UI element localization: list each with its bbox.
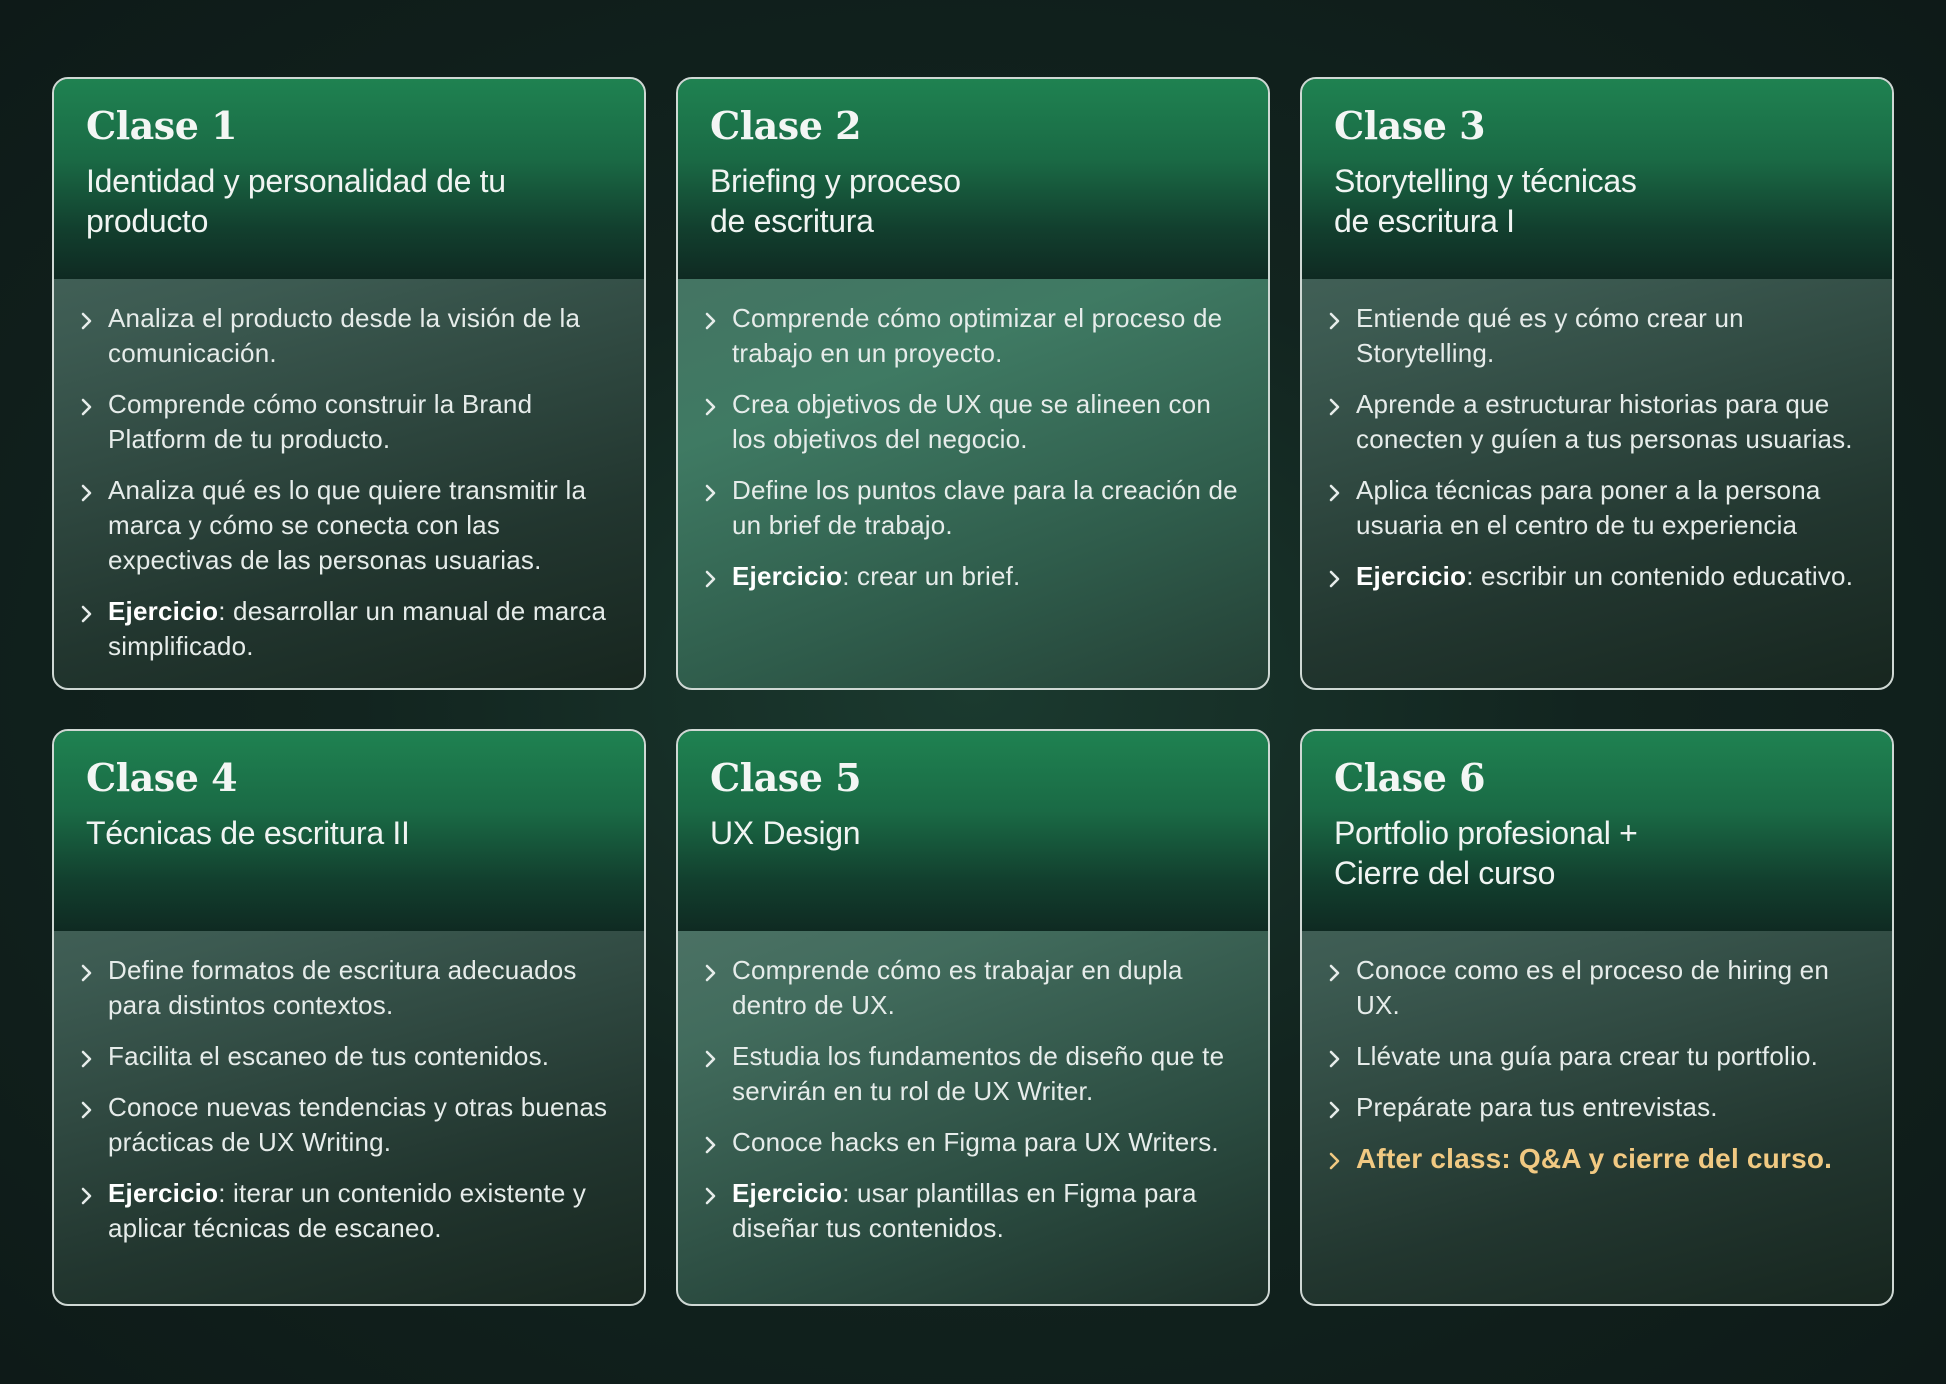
card-topics — [54, 931, 644, 1246]
chevron-right-icon — [704, 964, 718, 982]
topic-text — [1356, 301, 1872, 371]
topic-text — [732, 559, 1020, 594]
topic-description: Conoce nuevas tendencias y otras buenas prácticas de UX Writing. — [108, 1092, 608, 1157]
exercise-label: Ejercicio — [108, 596, 219, 626]
chevron-right-icon — [1328, 1152, 1342, 1170]
topic-item — [704, 473, 1248, 543]
topic-text — [1356, 559, 1853, 594]
topic-item — [704, 1125, 1248, 1160]
topic-item — [80, 594, 624, 664]
topic-text — [108, 301, 624, 371]
chevron-right-icon — [80, 398, 94, 416]
chevron-right-icon — [80, 312, 94, 330]
chevron-right-icon — [80, 1187, 94, 1205]
class-card-4 — [52, 729, 646, 1306]
topic-item — [1328, 1090, 1872, 1125]
card-topics — [1302, 279, 1892, 594]
chevron-right-icon — [704, 1050, 718, 1068]
topic-text — [1356, 473, 1872, 543]
topic-item — [704, 1039, 1248, 1109]
topic-description: Estudia los fundamentos de diseño que te servirán en tu rol de UX Writer. — [732, 1041, 1225, 1106]
class-subtitle: Briefing y proceso de escritura — [710, 162, 961, 239]
chevron-right-icon — [80, 1050, 94, 1068]
class-card-5 — [676, 729, 1270, 1306]
topic-text — [732, 473, 1248, 543]
card-header — [54, 731, 644, 931]
class-title: Clase 6 — [1334, 755, 1486, 800]
class-card-2 — [676, 77, 1270, 690]
chevron-right-icon — [1328, 1101, 1342, 1119]
topic-description: Aplica técnicas para poner a la persona usuaria en el centro de tu experiencia — [1356, 475, 1821, 540]
topic-text — [108, 594, 624, 664]
exercise-label: Ejercicio — [732, 561, 843, 591]
topic-item — [704, 301, 1248, 371]
chevron-right-icon — [704, 1187, 718, 1205]
class-title: Clase 4 — [86, 755, 238, 800]
topic-item — [80, 953, 624, 1023]
chevron-right-icon — [704, 570, 718, 588]
topic-text — [108, 1090, 624, 1160]
card-header — [54, 79, 644, 279]
topic-item — [80, 1039, 624, 1074]
topic-description: : desarrollar un manual de marca simplificado. — [108, 596, 607, 661]
topic-item — [1328, 301, 1872, 371]
topic-item — [1328, 953, 1872, 1023]
topic-text — [1356, 1090, 1718, 1125]
topic-text — [108, 1176, 624, 1246]
topic-item — [80, 1176, 624, 1246]
chevron-right-icon — [1328, 1050, 1342, 1068]
topic-text — [108, 953, 624, 1023]
topic-description: Conoce como es el proceso de hiring en UX. — [1356, 955, 1829, 1020]
class-card-6 — [1300, 729, 1894, 1306]
after-class-item — [1328, 1141, 1872, 1176]
topic-description: Define los puntos clave para la creación de un brief de trabajo. — [732, 475, 1238, 540]
topic-text — [732, 1176, 1248, 1246]
topic-item — [80, 387, 624, 457]
topic-item — [704, 953, 1248, 1023]
topic-item — [1328, 1039, 1872, 1074]
chevron-right-icon — [80, 484, 94, 502]
class-title: Clase 2 — [710, 103, 862, 148]
chevron-right-icon — [704, 484, 718, 502]
card-topics — [678, 931, 1268, 1246]
topic-description: : iterar un contenido existente y aplicar técnicas de escaneo. — [108, 1178, 587, 1243]
topic-item — [1328, 387, 1872, 457]
card-topics — [54, 279, 644, 664]
topic-text — [108, 387, 624, 457]
topic-text — [732, 1039, 1248, 1109]
class-card-1 — [52, 77, 646, 690]
course-syllabus-grid — [52, 77, 1894, 1306]
class-subtitle: Storytelling y técnicas de escritura I — [1334, 162, 1637, 239]
card-header — [1302, 79, 1892, 279]
topic-description: : crear un brief. — [842, 561, 1021, 591]
chevron-right-icon — [80, 605, 94, 623]
topic-item — [80, 473, 624, 578]
class-title: Clase 1 — [86, 103, 238, 148]
topic-description: Llévate una guía para crear tu portfolio. — [1356, 1041, 1819, 1071]
topic-description: After class: Q&A y cierre del curso. — [1356, 1143, 1833, 1174]
topic-item — [704, 559, 1248, 594]
class-card-3 — [1300, 77, 1894, 690]
topic-description: Crea objetivos de UX que se alineen con los objetivos del negocio. — [732, 389, 1211, 454]
topic-text — [732, 387, 1248, 457]
class-subtitle: UX Design — [710, 814, 861, 851]
chevron-right-icon — [80, 964, 94, 982]
topic-text — [1356, 1039, 1818, 1074]
topic-description: Define formatos de escritura adecuados para distintos contextos. — [108, 955, 577, 1020]
chevron-right-icon — [704, 1136, 718, 1154]
class-title: Clase 5 — [710, 755, 862, 800]
topic-description: Entiende qué es y cómo crear un Storytelling. — [1356, 303, 1744, 368]
topic-text — [1356, 387, 1872, 457]
topic-description: Analiza el producto desde la visión de la comunicación. — [108, 303, 581, 368]
chevron-right-icon — [704, 312, 718, 330]
topic-description: Analiza qué es lo que quiere transmitir la marca y cómo se conecta con las expectivas de las personas usuarias. — [108, 475, 587, 575]
class-subtitle: Técnicas de escritura II — [86, 814, 410, 851]
class-subtitle: Portfolio profesional + Cierre del curso — [1334, 814, 1638, 891]
chevron-right-icon — [1328, 570, 1342, 588]
topic-description: Prepárate para tus entrevistas. — [1356, 1092, 1718, 1122]
topic-text — [108, 1039, 549, 1074]
chevron-right-icon — [1328, 964, 1342, 982]
chevron-right-icon — [1328, 484, 1342, 502]
exercise-label: Ejercicio — [732, 1178, 843, 1208]
class-title: Clase 3 — [1334, 103, 1486, 148]
topic-description: : usar plantillas en Figma para diseñar tus contenidos. — [732, 1178, 1197, 1243]
topic-description: Comprende cómo construir la Brand Platform de tu producto. — [108, 389, 533, 454]
card-header — [1302, 731, 1892, 931]
topic-description: Aprende a estructurar historias para que conecten y guíen a tus personas usuarias. — [1356, 389, 1853, 454]
chevron-right-icon — [1328, 398, 1342, 416]
topic-text — [732, 301, 1248, 371]
topic-text — [108, 473, 624, 578]
chevron-right-icon — [1328, 312, 1342, 330]
topic-item — [704, 387, 1248, 457]
card-topics — [1302, 931, 1892, 1176]
topic-text — [732, 953, 1248, 1023]
topic-description: Facilita el escaneo de tus contenidos. — [108, 1041, 550, 1071]
topic-item — [1328, 559, 1872, 594]
topic-text — [1356, 1141, 1832, 1176]
class-subtitle: Identidad y personalidad de tu producto — [86, 162, 506, 239]
topic-item — [704, 1176, 1248, 1246]
card-header — [678, 79, 1268, 279]
topic-text — [1356, 953, 1872, 1023]
topic-text — [732, 1125, 1219, 1160]
topic-description: : escribir un contenido educativo. — [1466, 561, 1854, 591]
topic-item — [1328, 473, 1872, 543]
exercise-label: Ejercicio — [1356, 561, 1467, 591]
chevron-right-icon — [80, 1101, 94, 1119]
topic-item — [80, 301, 624, 371]
topic-description: Comprende cómo optimizar el proceso de trabajo en un proyecto. — [732, 303, 1223, 368]
chevron-right-icon — [704, 398, 718, 416]
topic-item — [80, 1090, 624, 1160]
card-header — [678, 731, 1268, 931]
card-topics — [678, 279, 1268, 594]
exercise-label: Ejercicio — [108, 1178, 219, 1208]
topic-description: Comprende cómo es trabajar en dupla dentro de UX. — [732, 955, 1183, 1020]
topic-description: Conoce hacks en Figma para UX Writers. — [732, 1127, 1219, 1157]
